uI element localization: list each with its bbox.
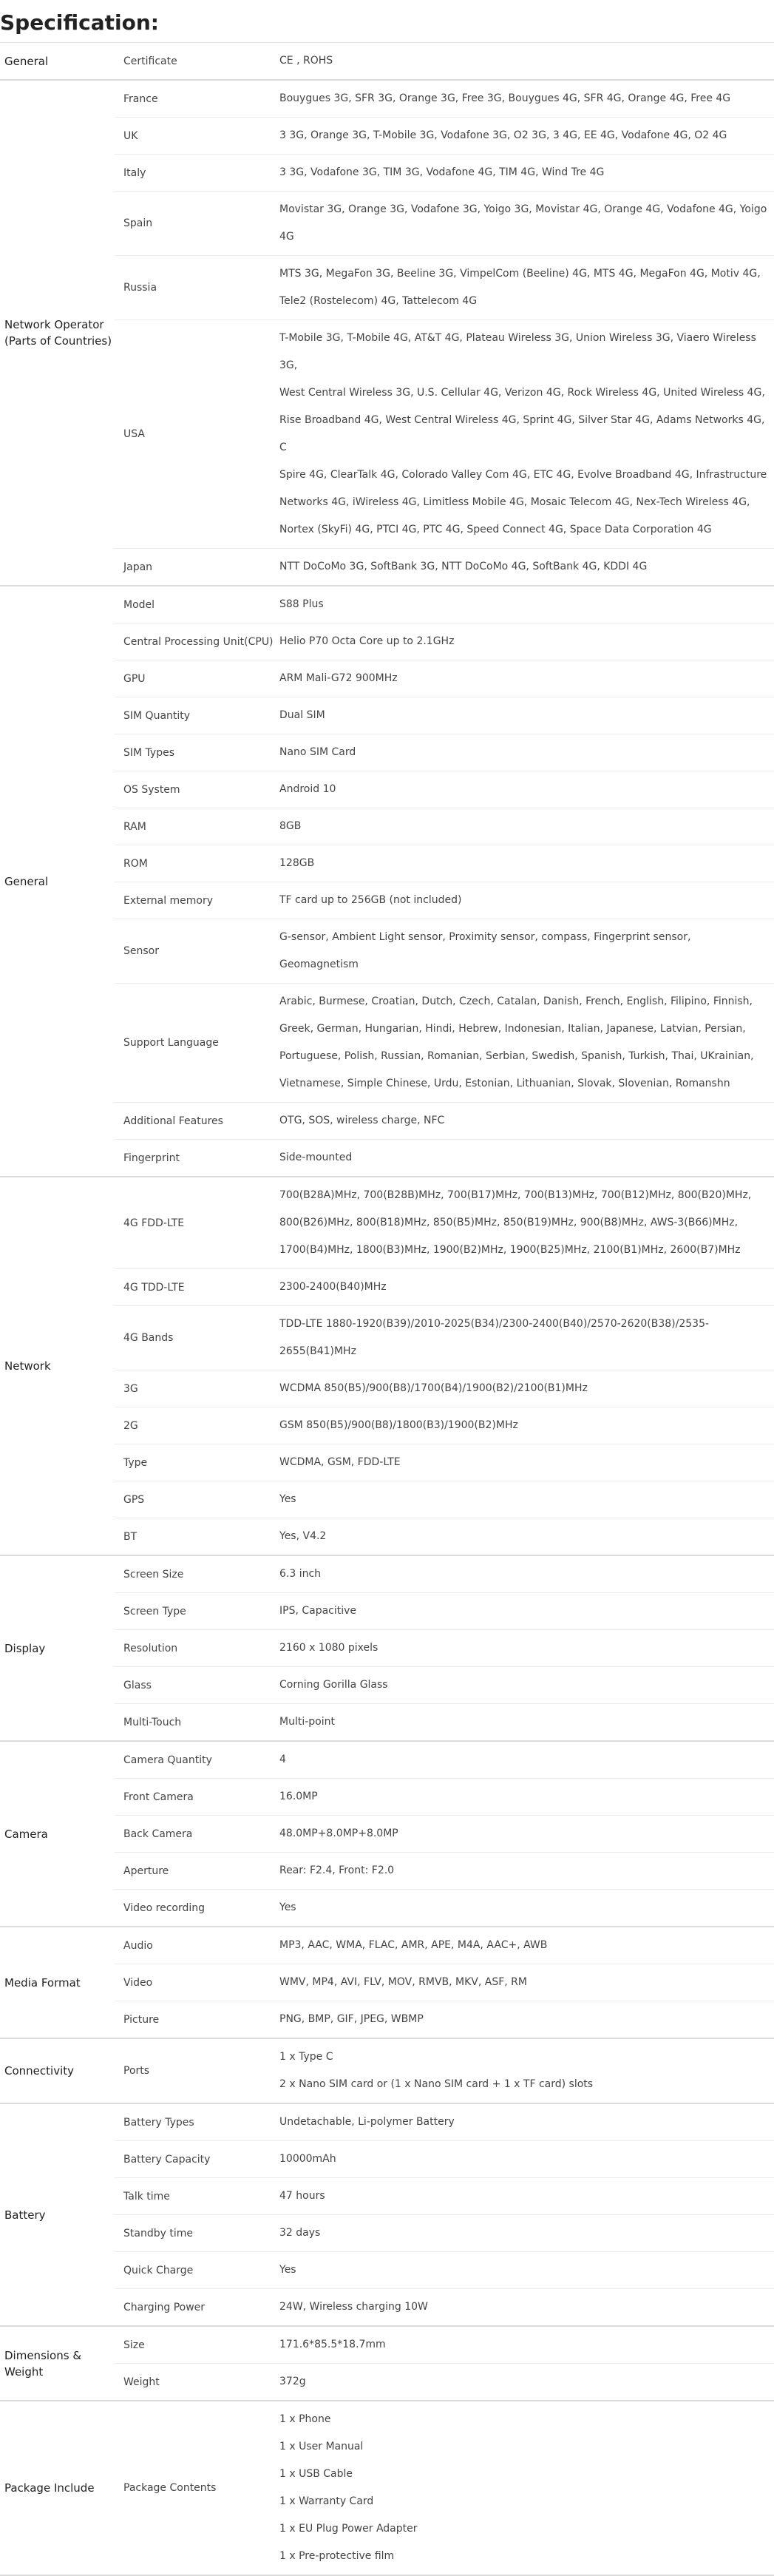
- spec-row: [115, 155, 774, 192]
- spec-row-label: UK: [123, 129, 138, 142]
- spec-group-label-text: Battery: [4, 2208, 46, 2222]
- spec-row-value: 2300-2400(B40)MHz: [279, 1281, 387, 1293]
- spec-row-value: Multi-point: [279, 1716, 335, 1728]
- spec-group-rows: [115, 43, 774, 79]
- spec-row-label: Italy: [123, 166, 146, 179]
- spec-row: [115, 808, 774, 845]
- spec-row: [115, 192, 774, 256]
- spec-row-label: USA: [123, 428, 145, 440]
- spec-row-label: OS System: [123, 783, 180, 796]
- spec-group-label: [0, 2104, 115, 2325]
- spec-row-value: GSM 850(B5)/900(B8)/1800(B3)/1900(B2)MHz: [279, 1419, 518, 1431]
- spec-row-label: Resolution: [123, 1642, 178, 1654]
- spec-row-value: MTS 3G, MegaFon 3G, Beeline 3G, VimpelCom (Beeline) 4G, MTS 4G, MegaFon 4G, Motiv 4G, Tele2 (Rostelecom) 4G, Tattelecom 4G: [279, 268, 761, 307]
- spec-group-rows: [115, 1556, 774, 1740]
- spec-row: [115, 549, 774, 585]
- spec-row: [115, 1556, 774, 1593]
- spec-group-label-text: Dimensions & Weight: [4, 2348, 82, 2379]
- spec-group-label-text: Media Format: [4, 1975, 81, 1990]
- spec-row-label: Additional Features: [123, 1115, 223, 1127]
- spec-group-rows: [115, 81, 774, 585]
- spec-row: [115, 1407, 774, 1444]
- spec-row-label: Standby time: [123, 2227, 193, 2239]
- spec-row-label: RAM: [123, 820, 146, 833]
- spec-row-value: ARM Mali-G72 900MHz: [279, 672, 398, 684]
- spec-row-value: 16.0MP: [279, 1791, 318, 1802]
- spec-row-label: ROM: [123, 857, 148, 870]
- spec-row-label: Russia: [123, 282, 157, 294]
- spec-row-value: Helio P70 Octa Core up to 2.1GHz: [279, 635, 455, 647]
- spec-row: [115, 1306, 774, 1370]
- spec-group: [0, 1177, 774, 1556]
- spec-row: [115, 660, 774, 697]
- spec-row: [115, 118, 774, 155]
- spec-group-label: [0, 1177, 115, 1555]
- spec-row-label: Talk time: [123, 2190, 170, 2203]
- spec-group-label-text: General: [4, 54, 49, 68]
- spec-row-value: Dual SIM: [279, 709, 325, 721]
- spec-row-label: Aperture: [123, 1865, 169, 1877]
- spec-row: [115, 2104, 774, 2141]
- spec-row-value: Yes: [279, 1493, 296, 1505]
- spec-row: [115, 2215, 774, 2252]
- spec-row: [115, 2327, 774, 2364]
- spec-row-label: Video: [123, 1976, 153, 1989]
- spec-row-value: TF card up to 256GB (not included): [279, 894, 462, 906]
- spec-row-value: Rear: F2.4, Front: F2.0: [279, 1865, 395, 1876]
- spec-group: [0, 81, 774, 586]
- spec-row-value: 47 hours: [279, 2190, 325, 2202]
- spec-row-value: Yes: [279, 2264, 296, 2276]
- spec-row-value: Android 10: [279, 783, 336, 795]
- spec-row: [115, 623, 774, 660]
- spec-row-label: Weight: [123, 2376, 160, 2388]
- spec-row: [115, 81, 774, 118]
- spec-group-label: [0, 1556, 115, 1740]
- spec-group-rows: [115, 2039, 774, 2103]
- spec-group-rows: [115, 1927, 774, 2038]
- spec-row-value: 171.6*85.5*18.7mm: [279, 2339, 386, 2350]
- spec-row-label: GPS: [123, 1493, 145, 1506]
- spec-row-label: Screen Type: [123, 1605, 186, 1617]
- spec-row-label: Front Camera: [123, 1791, 194, 1803]
- spec-row: [115, 1779, 774, 1816]
- spec-row-label: Battery Types: [123, 2116, 194, 2129]
- spec-row: [115, 1518, 774, 1555]
- spec-group: [0, 2039, 774, 2104]
- spec-row-value: Movistar 3G, Orange 3G, Vodafone 3G, Yoigo 3G, Movistar 4G, Orange 4G, Vodafone 4G, Yoigo 4G: [279, 203, 767, 243]
- spec-row-value: 700(B28A)MHz, 700(B28B)MHz, 700(B17)MHz, 700(B13)MHz, 700(B12)MHz, 800(B20)MHz, 800(B26)MHz, 800(B18)MHz, 850(B5)MHz, 850(B19)MHz, 900(B8)MHz, AWS-3(B66)MHz, 1700(B4)MHz, 1800(B3)MHz, 1900(B2)MHz, 1900(B25)MHz, 2100(B1)MHz, 2600(B7)MHz: [279, 1189, 752, 1256]
- spec-row-label: SIM Types: [123, 746, 174, 759]
- spec-group: [0, 2327, 774, 2401]
- spec-row-value: 3 3G, Orange 3G, T-Mobile 3G, Vodafone 3G, O2 3G, 3 4G, EE 4G, Vodafone 4G, O2 4G: [279, 129, 727, 141]
- spec-group-label-text: Camera: [4, 1827, 48, 1841]
- spec-row-value: 372g: [279, 2376, 306, 2387]
- spec-row-value: TDD-LTE 1880-1920(B39)/2010-2025(B34)/2300-2400(B40)/2570-2620(B38)/2535-2655(B41)MHz: [279, 1318, 710, 1357]
- spec-row-label: SIM Quantity: [123, 709, 191, 722]
- spec-row: [115, 2252, 774, 2289]
- spec-row: [115, 1140, 774, 1176]
- spec-row-label: Type: [123, 1456, 148, 1469]
- spec-row: [115, 1667, 774, 1704]
- spec-group-rows: [115, 2327, 774, 2400]
- spec-row: [115, 1630, 774, 1667]
- page-title: Specification:: [0, 10, 159, 35]
- spec-row-value: Nano SIM Card: [279, 746, 356, 758]
- spec-group-label: [0, 43, 115, 79]
- spec-group-label: [0, 2327, 115, 2400]
- spec-row: [115, 919, 774, 984]
- spec-row-label: BT: [123, 1530, 138, 1543]
- spec-group-rows: [115, 2401, 774, 2575]
- spec-group-label-text: Network: [4, 1359, 51, 1373]
- spec-group: [0, 43, 774, 81]
- spec-row-label: Support Language: [123, 1037, 219, 1049]
- spec-row-label: Model: [123, 598, 155, 611]
- spec-group: [0, 1556, 774, 1742]
- spec-row-value: 24W, Wireless charging 10W: [279, 2301, 428, 2313]
- spec-row-label: 4G TDD-LTE: [123, 1281, 185, 1294]
- spec-row-label: Audio: [123, 1939, 153, 1952]
- spec-row: [115, 1103, 774, 1140]
- spec-row: [115, 2364, 774, 2400]
- spec-row-value: 128GB: [279, 857, 315, 869]
- spec-row: [115, 1704, 774, 1740]
- spec-row-label: Multi-Touch: [123, 1716, 182, 1728]
- spec-row-value: NTT DoCoMo 3G, SoftBank 3G, NTT DoCoMo 4G, SoftBank 4G, KDDI 4G: [279, 561, 648, 572]
- spec-row: [115, 1481, 774, 1518]
- spec-group: [0, 1742, 774, 1927]
- spec-row-value: 32 days: [279, 2227, 321, 2239]
- spec-row: [115, 734, 774, 771]
- spec-row-label: Certificate: [123, 55, 177, 67]
- spec-row: [115, 1927, 774, 1964]
- spec-row-value: IPS, Capacitive: [279, 1605, 357, 1617]
- spec-group-label-text: General: [4, 874, 49, 888]
- spec-row-label: Video recording: [123, 1901, 206, 1914]
- spec-row: [115, 1177, 774, 1269]
- spec-row: [115, 1742, 774, 1779]
- spec-group-label: [0, 1742, 115, 1926]
- spec-row-value: 10000mAh: [279, 2153, 336, 2165]
- spec-row-value: 4: [279, 1754, 286, 1765]
- spec-row-label: Screen Size: [123, 1568, 184, 1581]
- spec-row: [115, 1964, 774, 2001]
- spec-row: [115, 2178, 774, 2215]
- spec-row: [115, 1269, 774, 1306]
- spec-group-label: [0, 2039, 115, 2103]
- spec-row-label: 3G: [123, 1382, 138, 1395]
- spec-row-label: Back Camera: [123, 1828, 193, 1840]
- spec-row: [115, 256, 774, 320]
- spec-row-label: Japan: [123, 561, 153, 573]
- spec-row-label: France: [123, 92, 158, 105]
- spec-row: [115, 2401, 774, 2575]
- spec-row-label: Quick Charge: [123, 2264, 194, 2276]
- spec-row-label: 4G FDD-LTE: [123, 1217, 185, 1229]
- spec-row: [115, 771, 774, 808]
- spec-row-value: 1 x Phone 1 x User Manual 1 x USB Cable 1 x Warranty Card 1 x EU Plug Power Adapter 1 x Pre-protective film: [279, 2413, 418, 2562]
- spec-row-value: Yes: [279, 1901, 296, 1913]
- spec-row: [115, 697, 774, 734]
- spec-row: [115, 882, 774, 919]
- spec-group: [0, 1927, 774, 2039]
- spec-group: [0, 2401, 774, 2576]
- spec-row-value: S88 Plus: [279, 598, 324, 610]
- spec-row: [115, 1370, 774, 1407]
- spec-row: [115, 2141, 774, 2178]
- spec-row-label: External memory: [123, 894, 214, 907]
- spec-row-label: Camera Quantity: [123, 1754, 212, 1766]
- spec-row-value: OTG, SOS, wireless charge, NFC: [279, 1115, 445, 1126]
- spec-row: [115, 2039, 774, 2103]
- spec-row-value: Yes, V4.2: [279, 1530, 327, 1542]
- spec-group-rows: [115, 586, 774, 1176]
- spec-row-value: WCDMA, GSM, FDD-LTE: [279, 1456, 401, 1468]
- spec-row-label: Fingerprint: [123, 1152, 180, 1164]
- spec-row: [115, 2001, 774, 2038]
- spec-row-label: Sensor: [123, 945, 159, 957]
- spec-row: [115, 1853, 774, 1890]
- spec-row-value: 2160 x 1080 pixels: [279, 1642, 378, 1654]
- spec-row-value: 6.3 inch: [279, 1568, 322, 1580]
- spec-row-label: Spain: [123, 217, 153, 229]
- spec-row-value: MP3, AAC, WMA, FLAC, AMR, APE, M4A, AAC+, AWB: [279, 1939, 548, 1951]
- spec-row: [115, 1816, 774, 1853]
- spec-group-label: [0, 81, 115, 585]
- spec-row-value: WCDMA 850(B5)/900(B8)/1700(B4)/1900(B2)/2100(B1)MHz: [279, 1382, 588, 1394]
- spec-row-value: Bouygues 3G, SFR 3G, Orange 3G, Free 3G, Bouygues 4G, SFR 4G, Orange 4G, Free 4G: [279, 92, 731, 104]
- spec-row-value: G-sensor, Ambient Light sensor, Proximity sensor, compass, Fingerprint sensor, Geomagnetism: [279, 931, 691, 970]
- spec-row-label: Ports: [123, 2065, 150, 2077]
- spec-row-value: Corning Gorilla Glass: [279, 1679, 388, 1691]
- spec-row-value: 3 3G, Vodafone 3G, TIM 3G, Vodafone 4G, TIM 4G, Wind Tre 4G: [279, 166, 605, 178]
- spec-row-value: Arabic, Burmese, Croatian, Dutch, Czech, Catalan, Danish, French, English, Filipino, Finnish, Greek, German, Hungarian, Hindi, Hebrew, Indonesian, Italian, Japanese, Latvian, Persian, Portuguese, Polish, Russian, Romanian, Serbian, Swedish, Spanish, Turkish, Thai, UKrainian, Vietnamese, Simple Chinese, Urdu, Estonian, Lithuanian, Slovak, Slovenian, Romanshn: [279, 995, 754, 1089]
- spec-row: [115, 1444, 774, 1481]
- spec-group: [0, 586, 774, 1177]
- spec-group-rows: [115, 1177, 774, 1555]
- spec-row-value: Undetachable, Li-polymer Battery: [279, 2116, 455, 2128]
- specification-table: [0, 42, 774, 2576]
- spec-row-value: Side-mounted: [279, 1152, 353, 1163]
- spec-row-label: 2G: [123, 1419, 138, 1432]
- spec-group-rows: [115, 1742, 774, 1926]
- spec-row-label: Glass: [123, 1679, 152, 1691]
- spec-row: [115, 984, 774, 1103]
- spec-group-label: [0, 586, 115, 1176]
- spec-row: [115, 1890, 774, 1926]
- spec-group-rows: [115, 2104, 774, 2325]
- spec-row-value: CE , ROHS: [279, 55, 333, 67]
- spec-row-label: Picture: [123, 2013, 160, 2026]
- spec-row-label: Charging Power: [123, 2301, 206, 2313]
- spec-row-value: T-Mobile 3G, T-Mobile 4G, AT&T 4G, Plateau Wireless 3G, Union Wireless 3G, Viaero Wireless 3G, West Central Wireless 3G, U.S. Cellular 4G, Verizon 4G, Rock Wireless 4G, United Wireless 4G, Rise Broadband 4G, West Central Wireless 4G, Sprint 4G, Silver Star 4G, Adams Networks 4G, C Spire 4G, ClearTalk 4G, Colorado Valley Com 4G, ETC 4G, Evolve Broadband 4G, Infrastructure Networks 4G, iWireless 4G, Limitless Mobile 4G, Mosaic Telecom 4G, Nex-Tech Wireless 4G, Nortex (SkyFi) 4G, PTCI 4G, PTC 4G, Speed Connect 4G, Space Data Corporation 4G: [279, 332, 767, 535]
- spec-row: [115, 586, 774, 623]
- spec-row-label: 4G Bands: [123, 1332, 174, 1344]
- spec-row-label: Size: [123, 2339, 145, 2351]
- spec-row-value: 1 x Type C 2 x Nano SIM card or (1 x Nano SIM card + 1 x TF card) slots: [279, 2051, 594, 2090]
- spec-row-value: 48.0MP+8.0MP+8.0MP: [279, 1828, 398, 1839]
- spec-row-value: WMV, MP4, AVI, FLV, MOV, RMVB, MKV, ASF, RM: [279, 1976, 527, 1988]
- spec-row: [115, 43, 774, 79]
- spec-group: [0, 2104, 774, 2327]
- spec-row: [115, 320, 774, 549]
- spec-row-label: Battery Capacity: [123, 2153, 211, 2166]
- spec-group-label-text: Connectivity: [4, 2064, 74, 2078]
- spec-row: [115, 1593, 774, 1630]
- spec-row-label: Central Processing Unit(CPU): [123, 635, 274, 648]
- spec-row-label: GPU: [123, 672, 146, 685]
- spec-group-label-text: Network Operator (Parts of Countries): [4, 318, 112, 348]
- spec-group-label: [0, 2401, 115, 2575]
- spec-row-value: 8GB: [279, 820, 302, 832]
- spec-group-label: [0, 1927, 115, 2038]
- spec-row-value: PNG, BMP, GIF, JPEG, WBMP: [279, 2013, 424, 2025]
- spec-row: [115, 2289, 774, 2325]
- spec-group-label-text: Package Include: [4, 2481, 95, 2495]
- spec-row-label: Package Contents: [123, 2482, 217, 2494]
- spec-row: [115, 845, 774, 882]
- spec-group-label-text: Display: [4, 1641, 46, 1655]
